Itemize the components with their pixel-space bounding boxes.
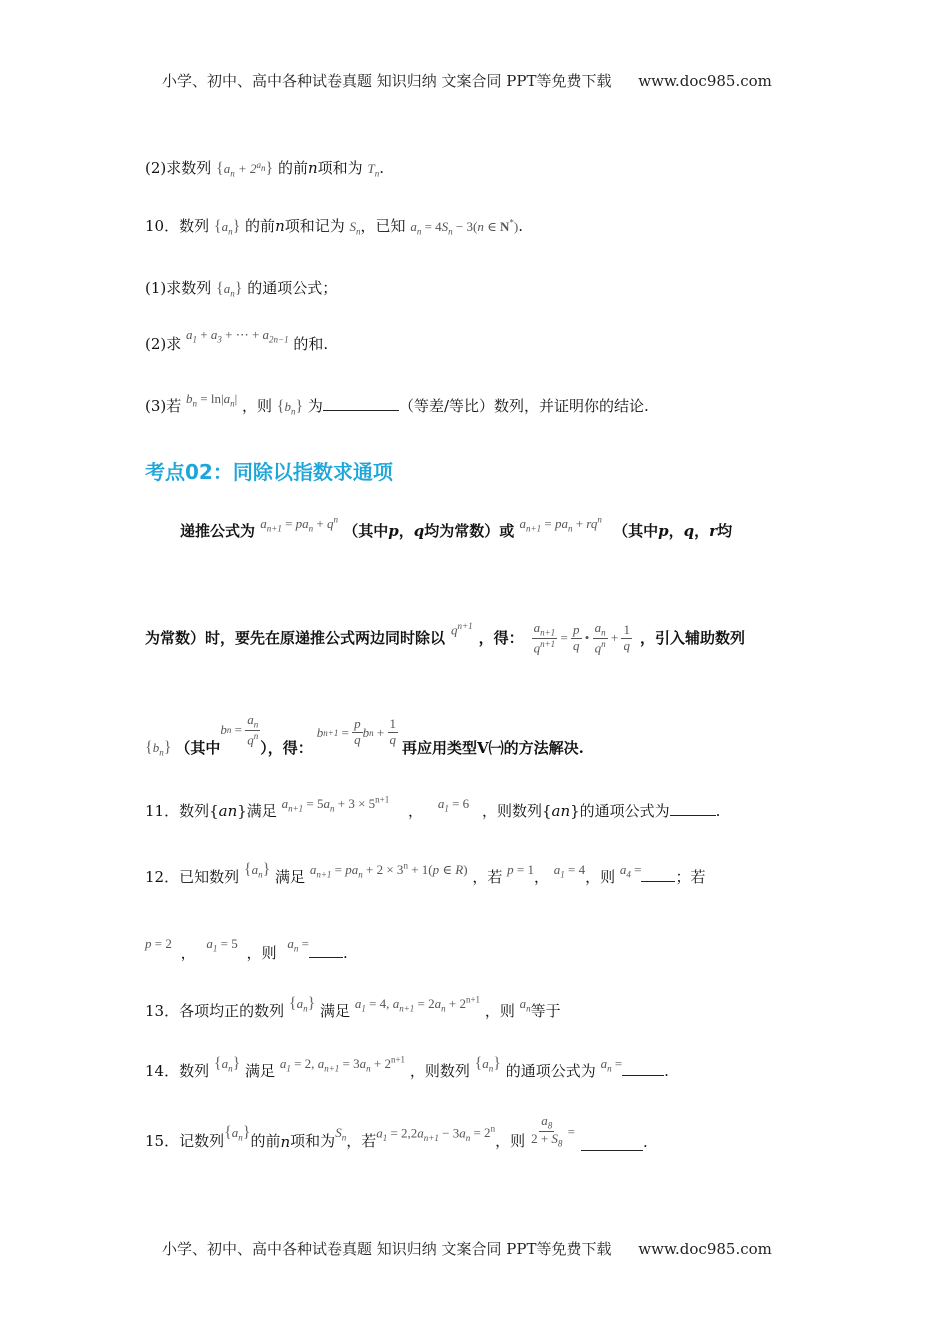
answer-blank[interactable]	[323, 410, 399, 411]
page-header	[162, 70, 772, 91]
q9-part2: (2)求数列 $\{a_n + 2^{a_n}\}$ 的前n项和为 $T_n$.	[145, 159, 384, 179]
math-seq-an: $\{a_n\}$	[216, 280, 243, 299]
math-q12-recurrence: $a_{n+1} = pa_n + 2 \times 3^n + 1(p$ ∈ R)	[309, 860, 468, 880]
math-Sn: $S_n$	[349, 219, 361, 237]
question-15: 15． 记数列 $\{a_n\}$ 的前 n 项和为 $S_n$ ，若 $a_1 = 2,2a_{n+1} - 3a_n = 2^n$ ，则 $\frac{a_8}{2 + S_8}$ = .	[145, 1113, 648, 1151]
math-bn-ln-an: $b_n = \ln|a_n|$	[186, 391, 238, 409]
math-recurrence-1: $a_{n+1} = pa_n + q^n$	[260, 514, 339, 534]
question-12: 12．已知数列 $\{a_n\}$ 满足 $a_{n+1} = pa_n + 2 \times 3^n + 1(p$ ∈ R) ，若 p = 1， $a_1 = 4$，则 $a_4$ = ；若	[145, 860, 706, 886]
math-seq-an: $\{a_n\}$	[213, 218, 241, 237]
math-bn-def: b n = $\frac{a_n}{q^n}$	[220, 711, 259, 748]
math-seq-an: $\{a_n\}$	[224, 1124, 251, 1143]
q10-part3: (3)若 $b_n = \ln|a_n|$ ，则 $\{b_n\}$ 为 （等差/等比）数列，并证明你的结论.	[145, 391, 649, 417]
question-10: 10．数列 $\{a_n\}$ 的前n项和记为 $S_n$，已知 $a_n = 4S_n - 3(n$ ∈ N*).	[145, 217, 523, 237]
q10-part2: (2)求 $a_1 + a_3$ + ⋯ + $a_{2n-1}$ 的和.	[145, 327, 329, 353]
math-seq-an: $\{a_n\}$	[243, 861, 271, 880]
footer-site: www.doc985.com	[638, 1240, 772, 1258]
math-seq-an: $\{a_n\}$	[288, 995, 316, 1014]
math-Sn: $S_n$	[335, 1125, 347, 1143]
section-heading: 考点02：同除以指数求通项	[145, 460, 393, 484]
method-line-2: 为常数）时，要先在原递推公式两边同时除以 $q^{n+1}$ ，得： $\frac{a_{n+1}}{q^{n+1}}$ = $\frac{p}{q}$ • $\frac{a_n}{q^n}$ + $\frac{1}{q}$ ，引入辅助数列	[145, 619, 745, 656]
math-seq-an-plus-2an: $\{a_n + 2^{a_n}\}$	[216, 159, 274, 179]
answer-blank[interactable]	[641, 881, 675, 882]
footer-text: 小学、初中、高中各种试卷真题 知识归纳 文案合同 PPT等免费下载	[162, 1240, 612, 1258]
math-Tn: $T_n$	[367, 161, 380, 179]
math-q11-recurrence: $a_{n+1} = 5a_n + 3 \times 5^{n+1}$	[281, 794, 390, 814]
question-14: 14．数列 $\{a_n\}$ 满足 $a_1 = 2$, $a_{n+1} = 3a_n + 2^{n+1}$ ，则数列 $\{a_n\}$ 的通项公式为 $a_n$ = .	[145, 1054, 669, 1080]
math-p-eq-2: p = 2	[145, 936, 172, 951]
math-a1-eq-6: $a_1 = 6$	[437, 796, 470, 814]
method-line-1: 递推公式为 $a_{n+1} = pa_n + q^n$ （其中p，q均为常数）或 $a_{n+1} = pa_n + rq^n$ （其中p，q，r均	[180, 514, 733, 540]
math-a1-eq-5: $a_1 = 5$	[206, 936, 238, 954]
answer-blank[interactable]	[670, 815, 716, 816]
math-an: $a_n$ =	[287, 936, 309, 954]
math-a8-over-2-plus-S8: $\frac{a_8}{2 + S_8}$ =	[531, 1113, 576, 1149]
math-divided-formula: $\frac{a_{n+1}}{q^{n+1}}$ = $\frac{p}{q}$ • $\frac{a_n}{q^n}$ + $\frac{1}{q}$	[533, 619, 630, 656]
math-q14-recurrence: $a_1 = 2$, $a_{n+1} = 3a_n + 2^{n+1}$	[279, 1054, 406, 1074]
math-seq-an: $\{a_n\}$	[474, 1055, 501, 1074]
header-site: www.doc985.com	[638, 72, 772, 90]
math-an: $a_n$	[519, 996, 531, 1014]
answer-blank[interactable]	[622, 1075, 664, 1076]
math-p-eq-1: p = 1	[507, 862, 534, 877]
math-a4: $a_4$ =	[619, 862, 642, 880]
math-q15-recurrence: $a_1 = 2,2a_{n+1} - 3a_n = 2^n$	[376, 1124, 496, 1143]
question-11: 11．数列{an}满足 $a_{n+1} = 5a_n + 3 \times 5^{n+1}$ ， $a_1 = 6$ ，则数列{an}的通项公式为 .	[145, 794, 721, 820]
math-seq-bn: $\{b_n\}$	[145, 739, 172, 758]
math-recurrence-2: $a_{n+1} = pa_n + rq^n$	[519, 514, 602, 534]
math-qn1: $q^{n+1}$	[451, 620, 473, 637]
math-bn-recurrence: b n+1 = $\frac{p}{q}$ b n + $\frac{1}{q}$	[316, 716, 397, 748]
math-an-eq-4Sn-3: $a_n = 4S_n - 3(n$ ∈ N*)	[410, 217, 519, 237]
page-footer	[162, 1238, 772, 1259]
answer-blank[interactable]	[581, 1150, 643, 1151]
math-odd-sum: $a_1 + a_3$ + ⋯ + $a_{2n-1}$	[186, 327, 289, 345]
math-q13-recurrence: $a_1 = 4$, $a_{n+1} = 2a_n + 2^{n+1}$	[354, 994, 481, 1014]
question-13: 13．各项均正的数列 $\{a_n\}$ 满足 $a_1 = 4$, $a_{n+1} = 2a_n + 2^{n+1}$ ，则 $a_n$等于	[145, 994, 561, 1020]
answer-blank[interactable]	[309, 957, 343, 958]
math-seq-bn: $\{b_n\}$	[276, 398, 304, 417]
header-text: 小学、初中、高中各种试卷真题 知识归纳 文案合同 PPT等免费下载	[162, 72, 612, 90]
math-a1-eq-4: $a_1 = 4$	[553, 862, 586, 880]
q10-part1: (1)求数列 $\{a_n\}$ 的通项公式；	[145, 279, 338, 299]
math-seq-an: $\{a_n\}$	[213, 1055, 241, 1074]
question-12-cont: p = 2 ， $a_1 = 5$ ，则 $a_n$ =.	[145, 936, 348, 962]
method-line-3: $\{b_n\}$ （其中 b n = $\frac{a_n}{q^n}$ ），得： b n+1 = $\frac{p}{q}$ b n + $\frac{1}{q}$ 再应用类型Ⅴ㈠的方法解决.	[145, 711, 584, 758]
math-an: $a_n$ =	[600, 1056, 623, 1074]
